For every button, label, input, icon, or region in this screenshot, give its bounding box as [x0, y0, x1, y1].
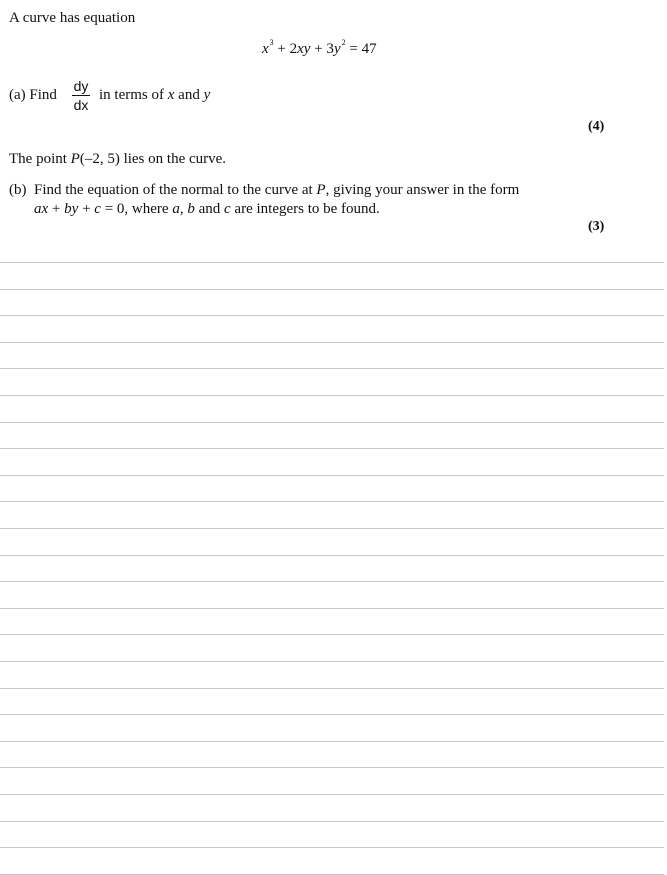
answer-line: [0, 634, 664, 635]
part-a-text: in terms of x and y: [99, 87, 211, 103]
answer-line: [0, 448, 664, 449]
answer-line: [0, 395, 664, 396]
answer-line: [0, 289, 664, 290]
point-statement: The point P(–2, 5) lies on the curve.: [9, 151, 227, 167]
answer-line: [0, 821, 664, 822]
dy-dx-fraction: [72, 78, 90, 113]
answer-line: [0, 794, 664, 795]
answer-line: [0, 315, 664, 316]
answer-line: [0, 342, 664, 343]
answer-line: [0, 555, 664, 556]
answer-line: [0, 368, 664, 369]
answer-line: [0, 767, 664, 768]
part-a-marks: (4): [588, 119, 605, 134]
answer-line: [0, 608, 664, 609]
answer-line: [0, 714, 664, 715]
answer-line: [0, 528, 664, 529]
part-b-marks: (3): [588, 219, 605, 234]
fraction-numerator: dy: [73, 78, 89, 94]
part-b-line1: Find the equation of the normal to the curve at P, giving your answer in the form: [34, 182, 520, 198]
answer-line: [0, 688, 664, 689]
answer-line: [0, 741, 664, 742]
answer-line: [0, 581, 664, 582]
curve-equation: $x^3 + 2xy + 3y^2 = 47$: [262, 38, 377, 57]
answer-line: [0, 475, 664, 476]
answer-line: [0, 661, 664, 662]
answer-line: [0, 501, 664, 502]
fraction-denominator: dx: [73, 97, 89, 113]
part-b-line2: ax + by + c = 0, where a, b and c are integers to be found.: [34, 201, 380, 217]
answer-line: [0, 262, 664, 263]
part-b-label: (b): [9, 182, 27, 198]
answer-line: [0, 847, 664, 848]
intro-text: A curve has equation: [9, 10, 136, 26]
fraction-bar: [72, 95, 90, 96]
part-a-label: (a) Find: [9, 87, 57, 103]
answer-line: [0, 422, 664, 423]
